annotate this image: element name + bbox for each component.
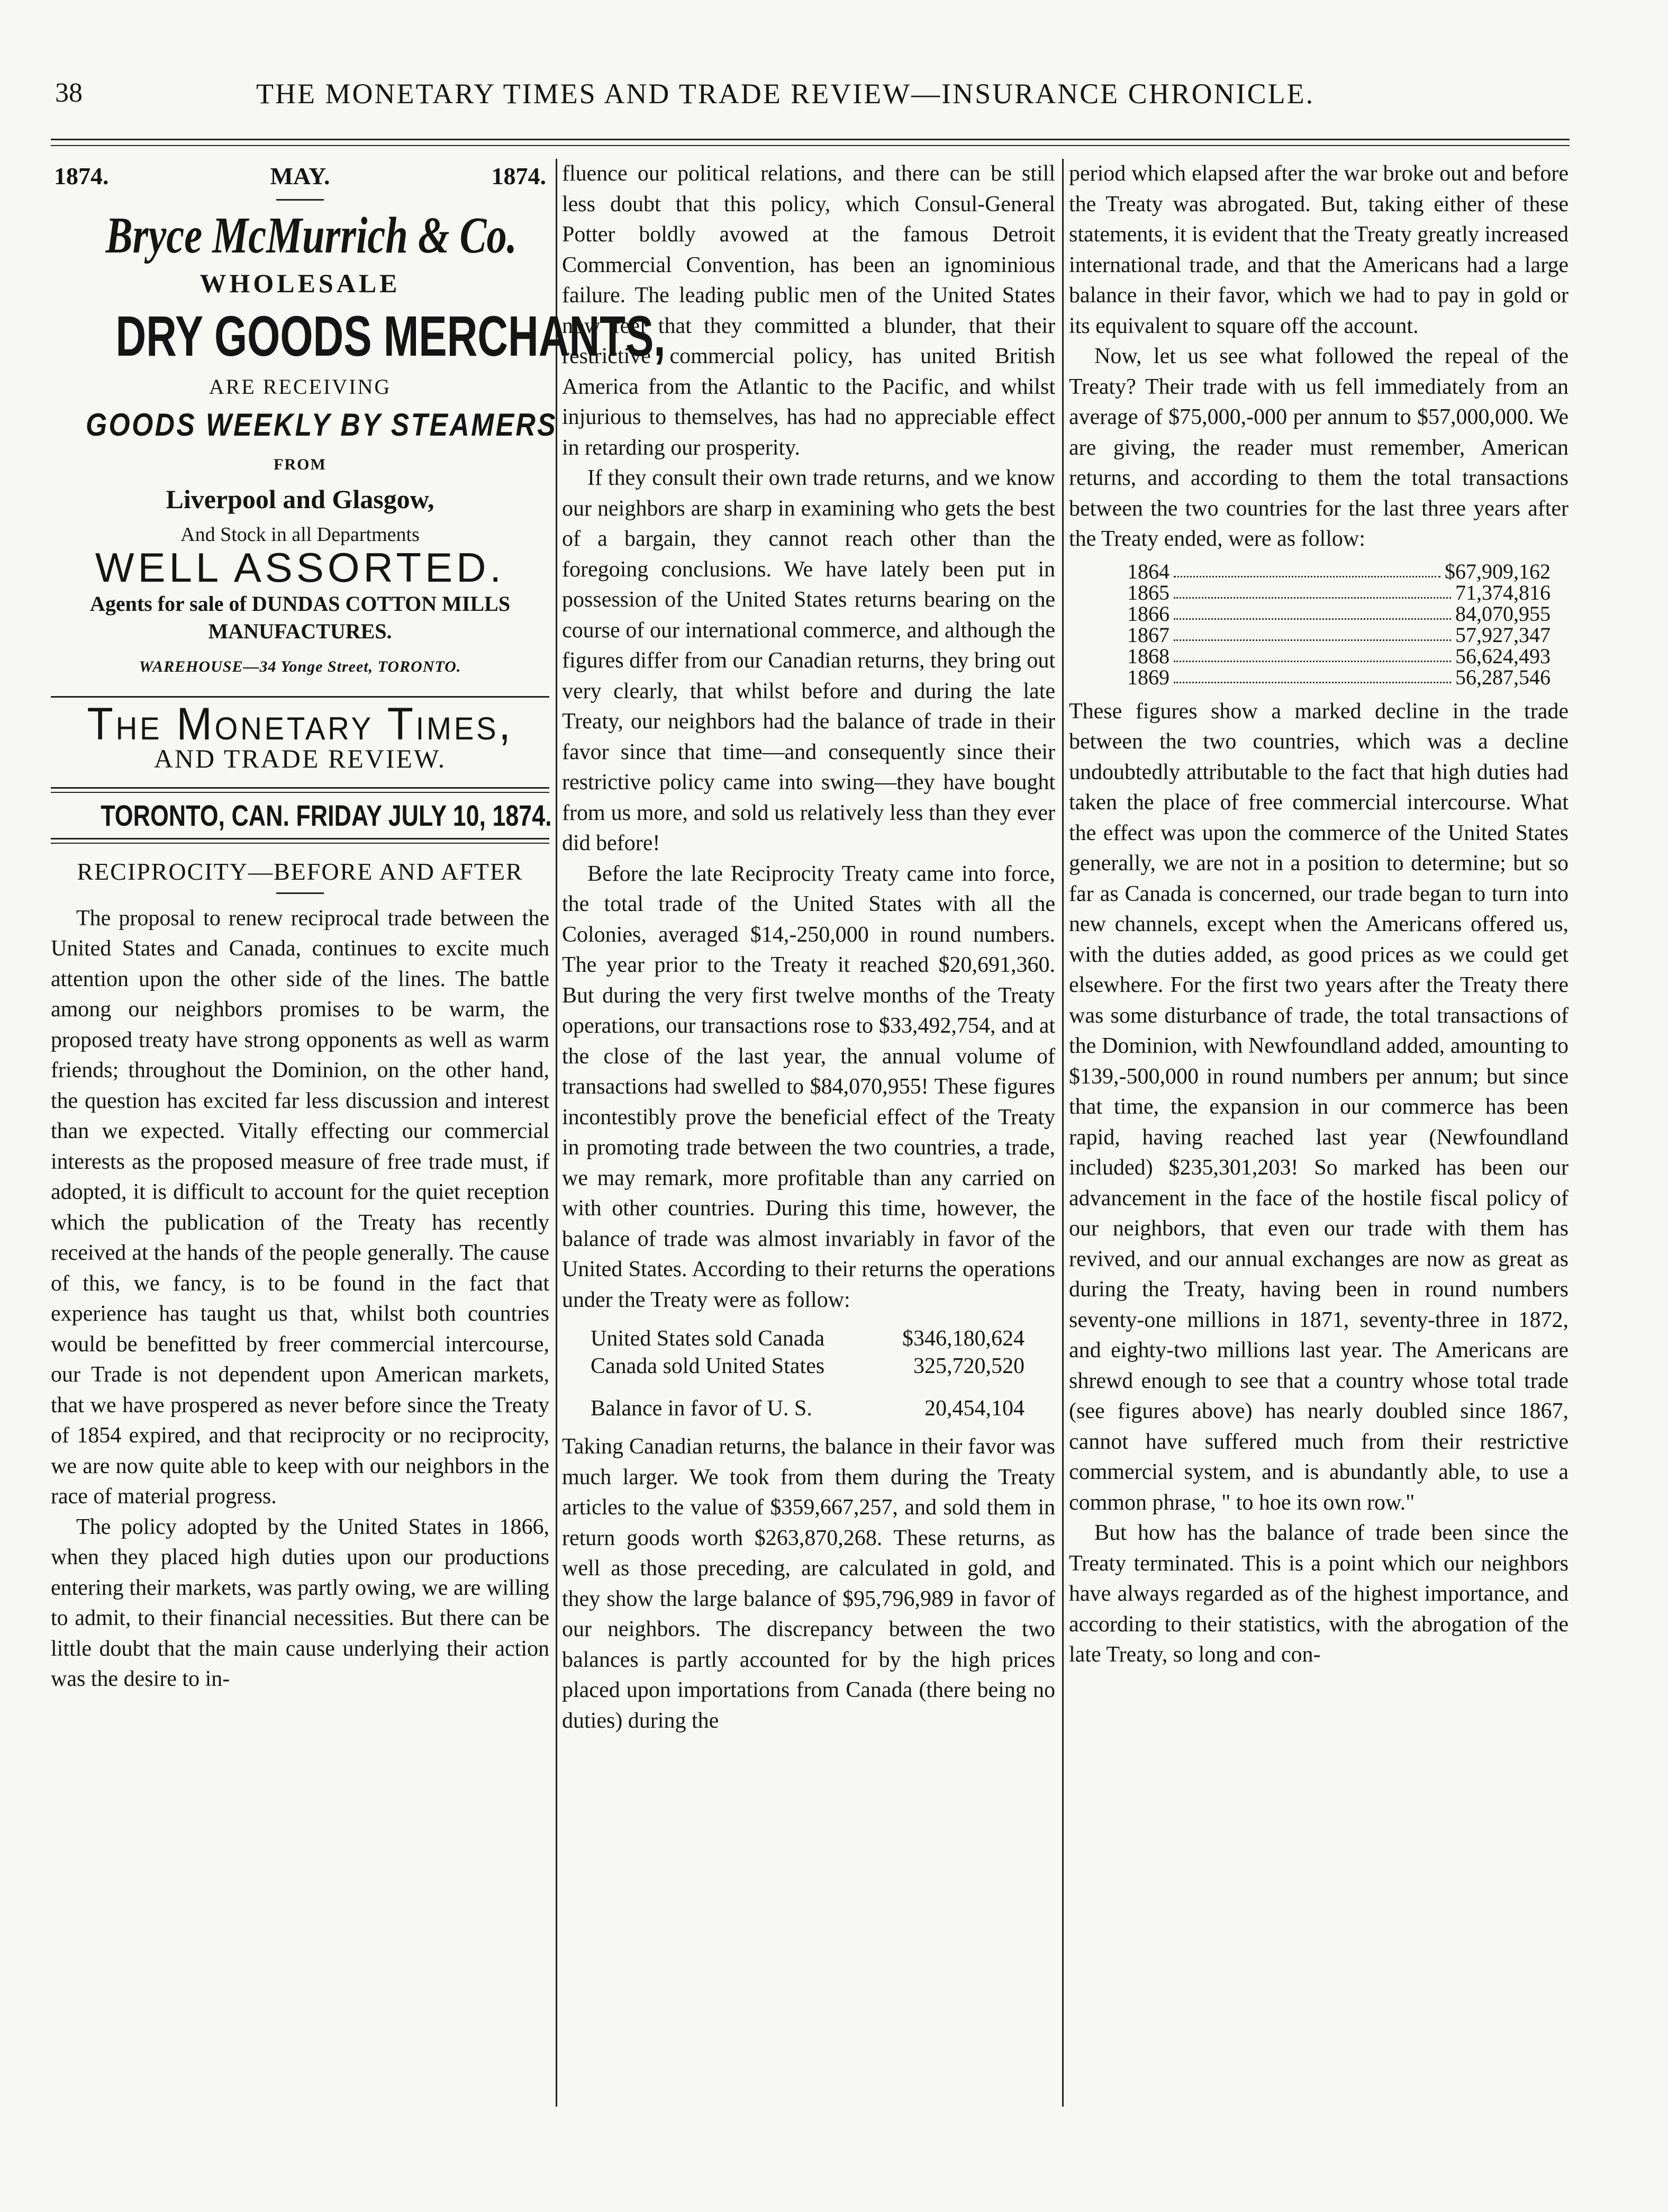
masthead-rule <box>51 787 549 793</box>
figure-year: 1869 <box>1127 665 1170 689</box>
ad-dateline <box>51 159 549 192</box>
column-2 <box>562 159 1055 2107</box>
leader-dots <box>1174 667 1451 683</box>
dateline: TORONTO, CAN. FRIDAY JULY 10, 1874. <box>101 798 552 832</box>
figure-value: 71,374,816 <box>1455 580 1551 604</box>
column-3 <box>1069 159 1569 2107</box>
balance-row <box>591 1325 1025 1352</box>
balance-value: $346,180,624 <box>902 1326 1025 1351</box>
article-paragraph: The policy adopted by the United States in 1866, when they placed high duties upon our productions entering their markets, was partly owing, we are willing to admit, to their financial necessities. But there can be little doubt that the main cause underlying their action was the desire to in- <box>51 1514 549 1691</box>
balance-label: Canada sold United States <box>591 1354 825 1378</box>
ad-agents: Agents for sale of DUNDAS COTTON MILLS MANUFACTURES. <box>89 592 511 643</box>
ad-wholesale: WHOLESALE <box>200 268 401 298</box>
article-paragraph: If they consult their own trade returns, and we know our neighbors are sharp in examining who gets the best of a bargain, they cannot reach other than the foregoing conclusions. We have lately been put in possession of the United States returns bearing on the course of our international commerce, and although the figures differ from our Canadian returns, they bring out very clearly, that whilst before and during the late Treaty, our neighbors had the balance of trade in their favor since that time—and consequently since their restrictive policy came into swing—they have bought from us more, and sold us relatively less than they ever did before! <box>562 466 1055 855</box>
balance-value: 20,454,104 <box>924 1396 1025 1421</box>
advertisement <box>51 159 666 682</box>
ad-divider <box>51 696 549 698</box>
figure-row <box>1127 582 1551 603</box>
balance-row <box>591 1352 1025 1380</box>
ad-stock: And Stock in all Departments <box>180 523 420 546</box>
ad-goods: GOODS WEEKLY BY STEAMERS <box>85 407 558 443</box>
article-paragraph: The proposal to renew reciprocal trade between the United States and Canada, continues to excite much attention upon the other side of the lines. The battle among our neighbors promises to be warm, the proposed treaty have strong opponents as well as warm friends; throughout the Dominion, on the other hand, the question has excited far less discussion and interest than we expected. Vitally effecting our commercial interests as the proposed measure of free trade must, if adopted, it is difficult to account for the quiet reception which the publication of the Treaty has recently received at the hands of the people generally. The cause of this, we fancy, is to be found in the fact that experience has taught us that, whilst both countries would be benefitted by freer commercial intercourse, our Trade is not dependent upon American markets, that we have prospered as never before since the Treaty of 1854 expired, and that reciprocity or no reciprocity, we are now quite able to keep with our neighbors in the race of material progress. <box>51 906 549 1509</box>
figure-row <box>1127 667 1551 688</box>
ad-month: MAY. <box>270 162 330 189</box>
figure-year: 1868 <box>1127 644 1170 668</box>
headline-dash <box>276 892 324 894</box>
figure-value: 84,070,955 <box>1455 601 1551 626</box>
yearly-figures-table <box>1127 561 1551 688</box>
header-rule <box>51 139 1570 140</box>
article-paragraph: fluence our political relations, and there can be still less doubt that this policy, which Consul-General Potter boldly avowed at the famous Detroit Commercial Convention, has been an ignominious failure. The leading public men of the United States now feel that they committed a blunder, that their restrictive commercial policy, has united British America from the Atlantic to the Pacific, and whilst injurious to themselves, has had no appreciable effect in retarding our prosperity. <box>562 161 1055 460</box>
column-divider-1 <box>556 159 557 2107</box>
column-1 <box>51 159 666 2107</box>
ad-firm-name: Bryce McMurrich & Co. <box>105 206 517 264</box>
article-paragraph: Taking Canadian returns, the balance in their favor was much larger. We took from them during the Treaty articles to the value of $359,667,257, and sold them in return goods worth $263,870,268. These returns, as well as those preceding, are calculated in gold, and they show the large balance of $95,796,989 in favor of our neighbors. The discrepancy between the two balances is partly accounted for by the high prices placed upon importations from Canada (there being no duties) during the <box>562 1434 1055 1733</box>
figure-year: 1865 <box>1127 580 1170 604</box>
masthead-subtitle: AND TRADE REVIEW. <box>153 744 447 773</box>
ad-warehouse: WAREHOUSE—34 Yonge Street, TORONTO. <box>139 658 461 675</box>
figure-value: $67,909,162 <box>1445 559 1551 583</box>
page-number: 38 <box>55 78 83 108</box>
balance-table <box>591 1325 1025 1422</box>
figure-value: 56,287,546 <box>1455 665 1551 689</box>
article-paragraph: period which elapsed after the war broke out and before the Treaty was abrogated. But, taking either of these statements, it is evident that the Treaty greatly increased international trade, and that the Americans had a large balance in their favor, which we had to pay in gold or its equivalent to square off the account. <box>1069 161 1569 338</box>
balance-label: United States sold Canada <box>591 1326 825 1351</box>
ad-merchants: DRY GOODS MERCHANTS, <box>115 304 666 368</box>
column-divider-2 <box>1062 159 1064 2107</box>
figure-row <box>1127 646 1551 667</box>
balance-value: 325,720,520 <box>913 1354 1025 1378</box>
article-paragraph: These figures show a marked decline in the trade between the two countries, which was a decline undoubtedly attributable to the fact that high duties had taken the place of free commercial intercourse. What the effect was upon the commerce of the United States generally, we are not in a position to determine; but so far as Canada is concerned, our trade began to turn into new channels, except when the Americans offered us, with the duties added, as good prices as we could get elsewhere. For the first two years after the Treaty there was some disturbance of trade, the total transactions of the Dominion, with Newfoundland added, amounting to $139,-500,000 in round numbers per annum; but since that time, the expansion in our commerce has been rapid, having reached last year (Newfoundland included) $235,301,203! So marked has been our advancement in the face of the hostile fiscal policy of our neighbors, that even our trade with them has revived, and our annual exchanges are now as great as during the Treaty, having been in round numbers seventy-one millions in 1871, seventy-three in 1872, and eighty-two millions last year. The Americans are shrewd enough to see that a country whose total trade (see figures above) has nearly doubled since 1867, cannot have suffered much from their restrictive commercial system, and is abundantly able, to use a common phrase, " to hoe its own row." <box>1069 699 1569 1515</box>
ad-assorted: WELL ASSORTED. <box>95 544 505 591</box>
figure-year: 1867 <box>1127 622 1170 647</box>
article-paragraph: Before the late Reciprocity Treaty came into force, the total trade of the United States with all the Colonies, averaged $14,-250,000 in round numbers. The year prior to the Treaty it reached $20,691,360. But during the very first twelve months of the Treaty operations, our transactions rose to $33,492,754, and at the close of the last year, the annual volume of transactions had swelled to $84,070,955! These figures incontestibly prove the beneficial effect of the Treaty in promoting trade between the two countries, a trade, we may remark, more profitable than any carried on with other countries. During this time, however, the balance of trade was almost invariably in favor of the United States. According to their returns the operations under the Treaty were as follow: <box>562 861 1055 1312</box>
masthead-title: The Monetary Times, <box>87 698 513 750</box>
figure-value: 57,927,347 <box>1455 622 1551 647</box>
figure-year: 1864 <box>1127 559 1170 583</box>
ad-year-left: 1874. <box>54 162 109 189</box>
leader-dots <box>1174 603 1451 620</box>
ad-dash <box>276 199 324 201</box>
figure-row <box>1127 622 1551 647</box>
page-header <box>55 77 1566 120</box>
ad-year-right: 1874. <box>491 162 546 189</box>
leader-dots <box>1174 646 1451 662</box>
ad-from: FROM <box>274 456 327 473</box>
article-paragraph: But how has the balance of trade been since the Treaty terminated. This is a point which our neighbors have always regarded as of the highest importance, and according to their statistics, with the abrogation of the late Treaty, so long and con- <box>1069 1521 1569 1667</box>
figure-row <box>1127 603 1551 625</box>
dateline-rule <box>51 838 549 844</box>
figure-row <box>1127 561 1551 582</box>
article-headline: RECIPROCITY—BEFORE AND AFTER <box>77 858 523 885</box>
ad-receiving: ARE RECEIVING <box>208 375 392 399</box>
figure-year: 1866 <box>1127 601 1170 626</box>
header-rule-thin <box>51 145 1570 146</box>
balance-row <box>591 1395 1025 1422</box>
ad-ports: Liverpool and Glasgow, <box>166 484 434 514</box>
balance-label: Balance in favor of U. S. <box>591 1396 812 1421</box>
leader-dots <box>1174 625 1451 641</box>
leader-dots <box>1174 561 1440 577</box>
article-paragraph: Now, let us see what followed the repeal of the Treaty? Their trade with us fell immediately from an average of $75,000,-000 per annum to $57,000,000. We are giving, the reader must remember, American returns, and according to them the total transactions between the two countries for the last three years after the Treaty ended, were as follow: <box>1069 344 1569 551</box>
running-title: THE MONETARY TIMES AND TRADE REVIEW—INSURANCE CHRONICLE. <box>256 78 1315 110</box>
figure-value: 56,624,493 <box>1455 644 1551 668</box>
leader-dots <box>1174 582 1451 599</box>
